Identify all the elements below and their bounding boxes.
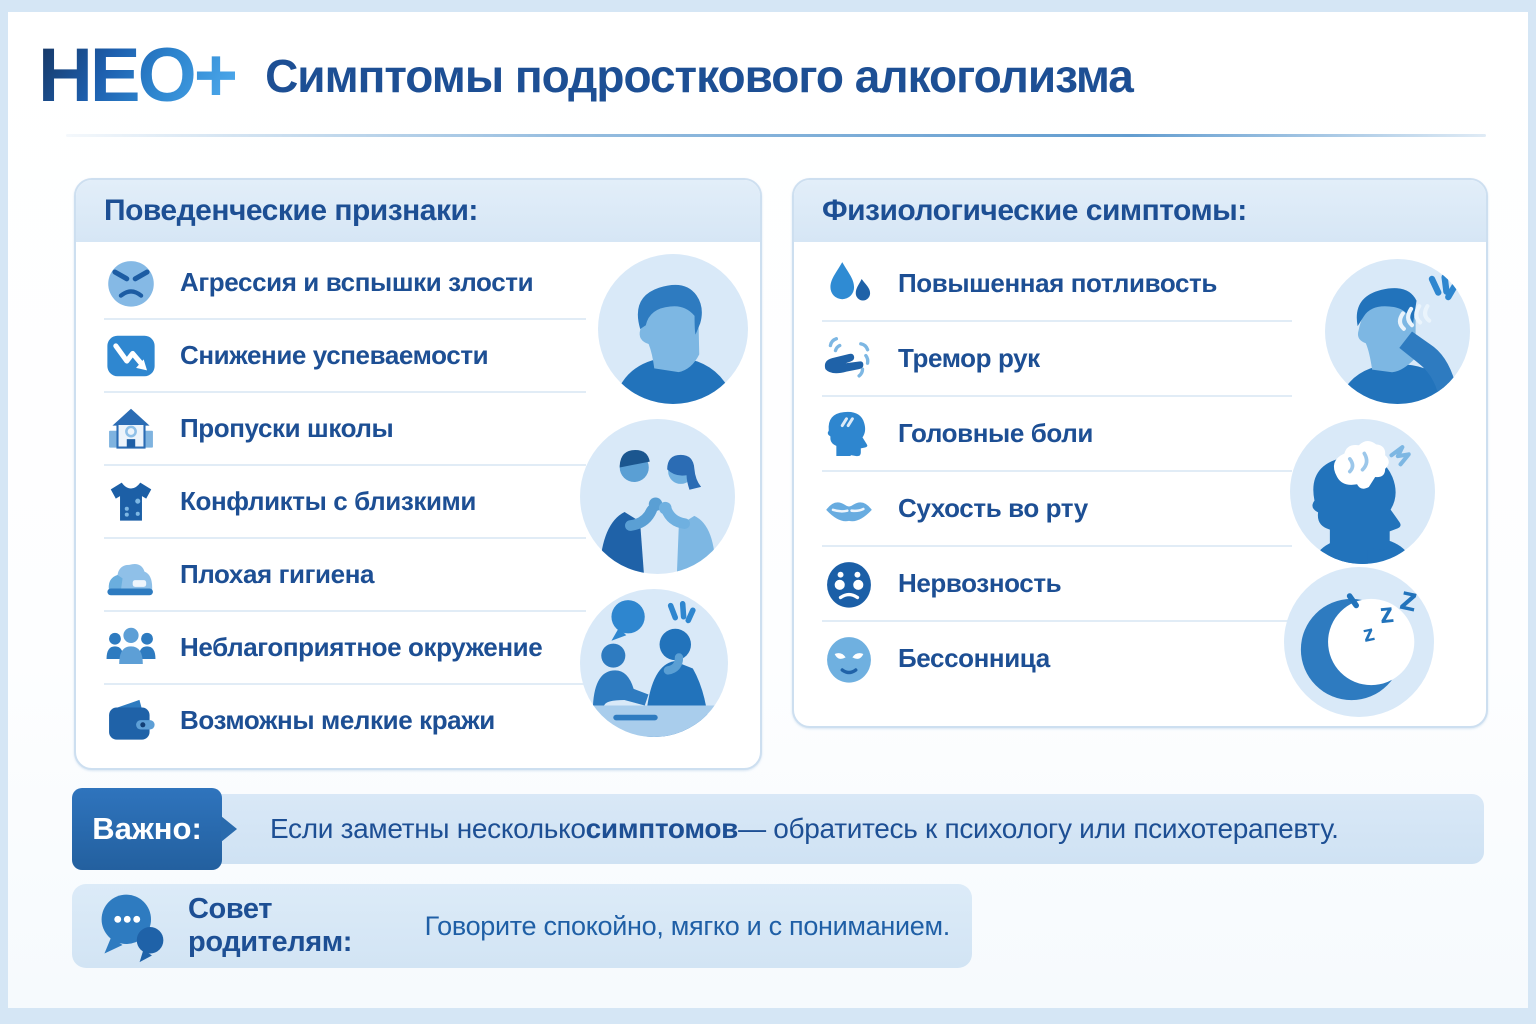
behavioral-panel-header: Поведенческие признаки: bbox=[76, 180, 760, 242]
teen-profile-illustration bbox=[598, 254, 748, 404]
advice-text: Говорите спокойно, мягко и с пониманием. bbox=[424, 910, 950, 941]
physiological-panel-body bbox=[794, 242, 1486, 726]
wallet-icon bbox=[104, 694, 158, 748]
physiological-panel-header: Физиологические симптомы: bbox=[794, 180, 1486, 242]
sleepless-face-icon bbox=[822, 632, 876, 686]
behavioral-symptom-list bbox=[104, 247, 586, 756]
symptom-row bbox=[822, 547, 1292, 622]
symptom-row bbox=[104, 685, 586, 756]
important-text bbox=[202, 794, 1484, 864]
behavioral-panel-body bbox=[76, 242, 760, 768]
advice-label: Совет родителям: bbox=[188, 893, 353, 958]
symptom-row bbox=[822, 622, 1292, 695]
nervous-face-icon bbox=[822, 557, 876, 611]
symptom-label: Сухость во рту bbox=[898, 493, 1088, 523]
head-profile-icon bbox=[822, 407, 876, 461]
symptom-row bbox=[822, 397, 1292, 472]
behavioral-panel bbox=[74, 178, 762, 770]
symptom-label: Плохая гигиена bbox=[180, 559, 375, 589]
page bbox=[8, 12, 1528, 1008]
symptom-label: Тремор рук bbox=[898, 343, 1040, 373]
important-text-bold: симптомов bbox=[585, 813, 739, 844]
symptom-row bbox=[104, 539, 586, 612]
arguing-couple-illustration bbox=[580, 419, 735, 574]
logo: НЕО+ bbox=[38, 33, 236, 118]
symptom-row bbox=[822, 322, 1292, 397]
symptom-row bbox=[104, 320, 586, 393]
angry-face-icon bbox=[104, 256, 158, 310]
important-banner bbox=[72, 788, 1484, 870]
important-text-before: Если заметны несколько bbox=[270, 813, 586, 844]
symptom-label: Снижение успеваемости bbox=[180, 340, 489, 370]
declining-chart-icon bbox=[104, 329, 158, 383]
symptom-label: Нервозность bbox=[898, 568, 1062, 598]
svg-text:z: z bbox=[1377, 596, 1396, 630]
laundry-icon bbox=[104, 548, 158, 602]
symptom-label: Пропуски школы bbox=[180, 413, 394, 443]
symptom-row bbox=[104, 466, 586, 539]
symptom-label: Головные боли bbox=[898, 418, 1093, 448]
physiological-symptom-list bbox=[822, 247, 1292, 695]
header bbox=[38, 33, 1133, 118]
symptom-label: Бессонница bbox=[898, 643, 1050, 673]
school-icon bbox=[104, 402, 158, 456]
symptom-row bbox=[104, 612, 586, 685]
important-text-after: — обратитесь к психологу или психотерапевту. bbox=[738, 813, 1339, 844]
tshirt-icon bbox=[104, 475, 158, 529]
symptom-label: Неблагоприятное окружение bbox=[180, 632, 543, 662]
header-rule bbox=[66, 134, 1486, 137]
chat-bubbles-icon bbox=[94, 888, 170, 964]
headache-person-illustration bbox=[1325, 259, 1470, 404]
symptom-label: Повышенная потливость bbox=[898, 268, 1217, 298]
brain-in-head-illustration bbox=[1290, 419, 1435, 564]
symptom-label: Конфликты с близкими bbox=[180, 486, 476, 516]
symptom-label: Возможны мелкие кражи bbox=[180, 705, 495, 735]
moon-zzz-illustration bbox=[1284, 567, 1434, 717]
people-group-icon bbox=[104, 621, 158, 675]
page-title: Симптомы подросткового алкоголизма bbox=[265, 50, 1133, 102]
lips-icon bbox=[822, 482, 876, 536]
symptom-row bbox=[104, 393, 586, 466]
parent-child-talk-illustration bbox=[580, 589, 728, 737]
symptom-row bbox=[822, 472, 1292, 547]
trembling-hand-icon bbox=[822, 332, 876, 386]
svg-text:z: z bbox=[1360, 620, 1377, 647]
physiological-panel bbox=[792, 178, 1488, 728]
sweat-drops-icon bbox=[822, 257, 876, 311]
important-label: Важно: bbox=[72, 788, 222, 870]
svg-text:z: z bbox=[1396, 578, 1422, 620]
symptom-label: Агрессия и вспышки злости bbox=[180, 267, 534, 297]
symptom-row bbox=[822, 247, 1292, 322]
symptom-row bbox=[104, 247, 586, 320]
advice-bar bbox=[72, 884, 972, 968]
